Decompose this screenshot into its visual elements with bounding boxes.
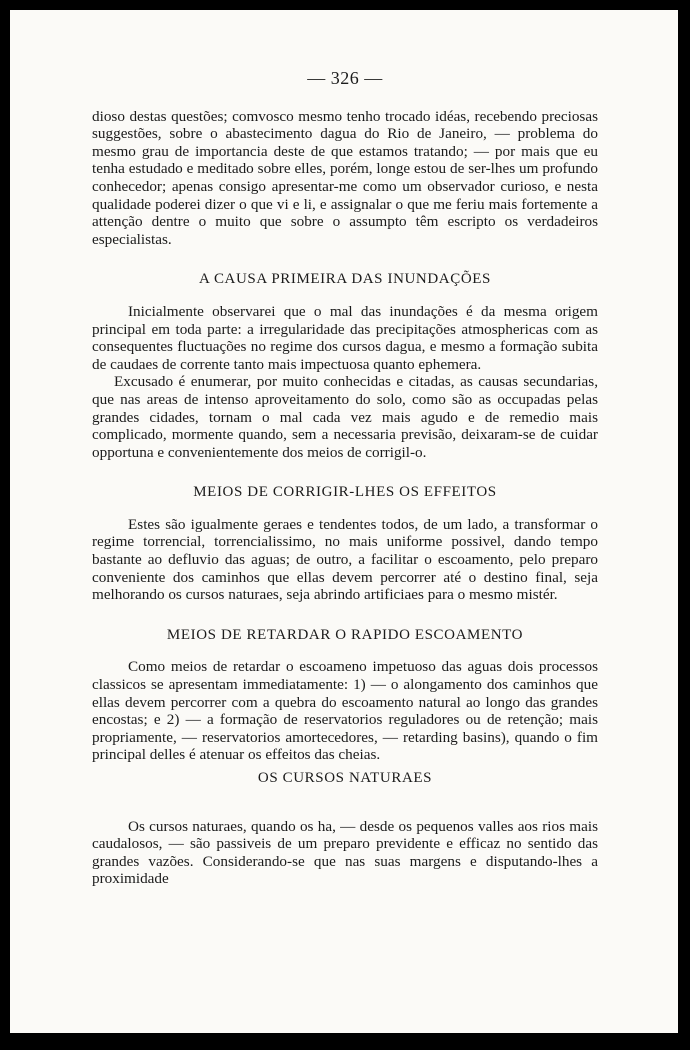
heading-causa-primeira: A CAUSA PRIMEIRA DAS INUNDAÇÕES	[199, 271, 491, 288]
heading-cursos-naturaes: OS CURSOS NATURAES	[257, 770, 433, 786]
meios-retardar-paragraph: Como meios de retardar o escoameno impetuoso das aguas dois processos classicos se apresentam immediatamente: 1) — o alongamento dos caminhos que ellas devem percorrer com a quebra do escoamento natural ao longo das grandes encostas; e 2) — a formação de reservatorios reguladores ou de retenção; mais propriamente, — reservatorios amortecedores, — retarding basins), quando o fim principal delles é atenuar os effeitos das cheias.	[92, 658, 598, 764]
document-page	[10, 10, 678, 1033]
causa-paragraph-2: Excusado é enumerar, por muito conhecidas e citadas, as causas secundarias, que nas areas de intenso aproveitamento do solo, como são as occupadas pelas grandes cidades, tornam o mal cada vez mais agudo e de remedio mais complicado, mormente quando, sem a necessaria previsão, deixaram-se de cuidar opportuna e convenientemente dos meios de corrigil-o.	[92, 373, 598, 461]
heading-meios-corrigir: MEIOS DE CORRIGIR-LHES OS EFFEITOS	[193, 484, 497, 501]
meios-corrigir-paragraph: Estes são igualmente geraes e tendentes todos, de um lado, a transformar o regime torrencial, torrencialissimo, no mais uniforme possivel, dando tempo bastante ao defluvio das aguas; de outro, a facilitar o escoamento, pelo preparo conveniente dos caminhos que ellas devem percorrer até o destino final, seja melhorando os cursos naturaes, seja abrindo artificiaes para o mesmo mistér.	[92, 515, 598, 604]
causa-paragraph-1: Inicialmente observarei que o mal das inundações é da mesma origem principal em toda parte: a irregularidade das precipitações atmosphericas com as consequentes fluctuações no regime dos cursos dagua, e mesmo a formação subita de caudaes de corrente tanto mais impectuosa quanto ephemera.	[92, 302, 598, 373]
page-number: — 326 —	[307, 68, 383, 88]
intro-paragraph: dioso destas questões; comvosco mesmo tenho trocado idéas, recebendo preciosas suggestões, sobre o abastecimento dagua do Rio de Janeiro, — problema do mesmo grau de importancia deste de que estamos tratando; — por mais que eu tenha estudado e meditado sobre elles, porém, longe estou de ser-lhes um profundo conhecedor; apenas consigo apresentar-me como um observador curioso, e nesta qualidade poderei dizer o que vi e li, e assignalar o que me feriu mais fortemente a attenção dentre o muito que sobre o assumpto têm escripto os verdadeiros especialistas.	[92, 107, 598, 248]
page-content	[92, 70, 598, 888]
cursos-naturaes-paragraph: Os cursos naturaes, quando os ha, — desde os pequenos valles aos rios mais caudalosos, — são passiveis de um preparo previdente e efficaz no sentido das grandes vazões. Considerando-se que nas suas margens e disputando-lhes a proximidade	[92, 817, 598, 888]
heading-meios-retardar: MEIOS DE RETARDAR O RAPIDO ESCOAMENTO	[166, 626, 524, 643]
